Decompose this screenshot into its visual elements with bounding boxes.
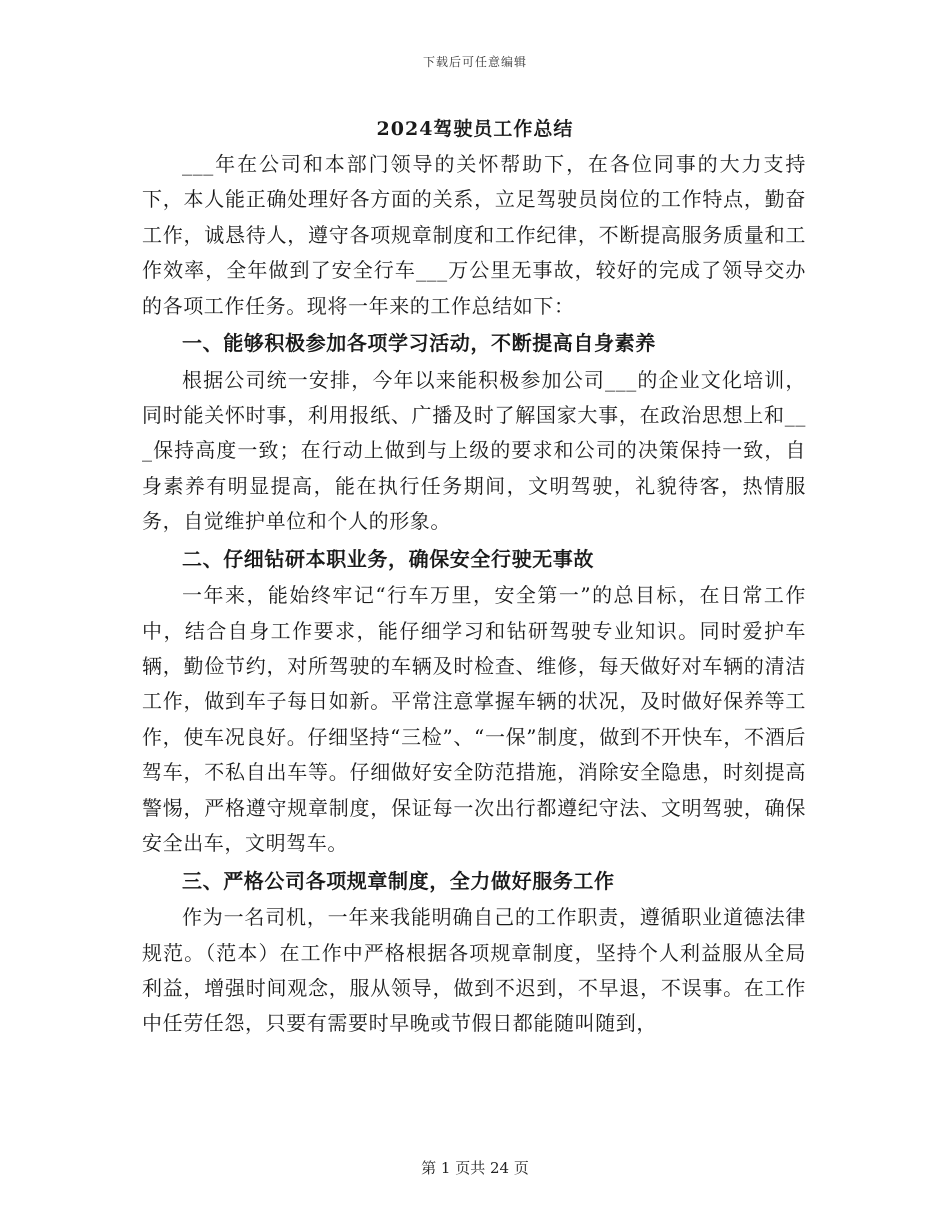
page-number: 第 1 页共 24 页 bbox=[421, 1159, 529, 1177]
document-body bbox=[142, 147, 806, 1042]
section-2-heading: 二、仔细钻研本职业务，确保安全行驶无事故 bbox=[182, 546, 594, 571]
section-1-heading: 一、能够积极参加各项学习活动，不断提高自身素养 bbox=[182, 331, 656, 356]
document-title: 2024驾驶员工作总结 bbox=[376, 118, 574, 140]
section-2-paragraph: 一年来，能始终牢记“行车万里，安全第一”的总目标，在日常工作中，结合自身工作要求，能仔细学习和钻研驾驶专业知识。同时爱护车辆，勤俭节约，对所驾驶的车辆及时检查、维修，每天做好对车辆的清洁工作，做到车子每日如新。平常注意掌握车辆的状况，及时做好保养等工作，使车况良好。仔细坚持“三检”、“一保”制度，做到不开快车，不酒后驾车，不私自出车等。仔细做好安全防范措施，消除安全隐患，时刻提高警惕，严格遵守规章制度，保证每一次出行都遵纪守法、文明驾驶，确保安全出车，文明驾车。 bbox=[142, 583, 806, 856]
download-note: 下载后可任意编辑 bbox=[422, 55, 527, 69]
intro-paragraph: ___年在公司和本部门领导的关怀帮助下，在各位同事的大力支持下，本人能正确处理好各方面的关系，立足驾驶员岗位的工作特点，勤奋工作，诚恳待人，遵守各项规章制度和工作纪律，不断提高服务质量和工作效率，全年做到了安全行车___万公里无事故，较好的完成了领导交办的各项工作任务。现将一年来的工作总结如下： bbox=[142, 152, 806, 318]
section-3-paragraph: 作为一名司机，一年来我能明确自己的工作职责，遵循职业道德法律规范。（范本）在工作中严格根据各项规章制度，坚持个人利益服从全局利益，增强时间观念，服从领导，做到不迟到，不早退，不误事。在工作中任劳任怨，只要有需要时早晚或节假日都能随叫随到， bbox=[142, 905, 806, 1036]
section-1-paragraph: 根据公司统一安排，今年以来能积极参加公司___的企业文化培训，同时能关怀时事，利用报纸、广播及时了解国家大事，在政治思想上和___保持高度一致；在行动上做到与上级的要求和公司的决策保持一致，自身素养有明显提高，能在执行任务期间，文明驾驶，礼貌待客，热情服务，自觉维护单位和个人的形象。 bbox=[142, 367, 806, 534]
section-3-heading: 三、严格公司各项规章制度，全力做好服务工作 bbox=[182, 868, 615, 893]
